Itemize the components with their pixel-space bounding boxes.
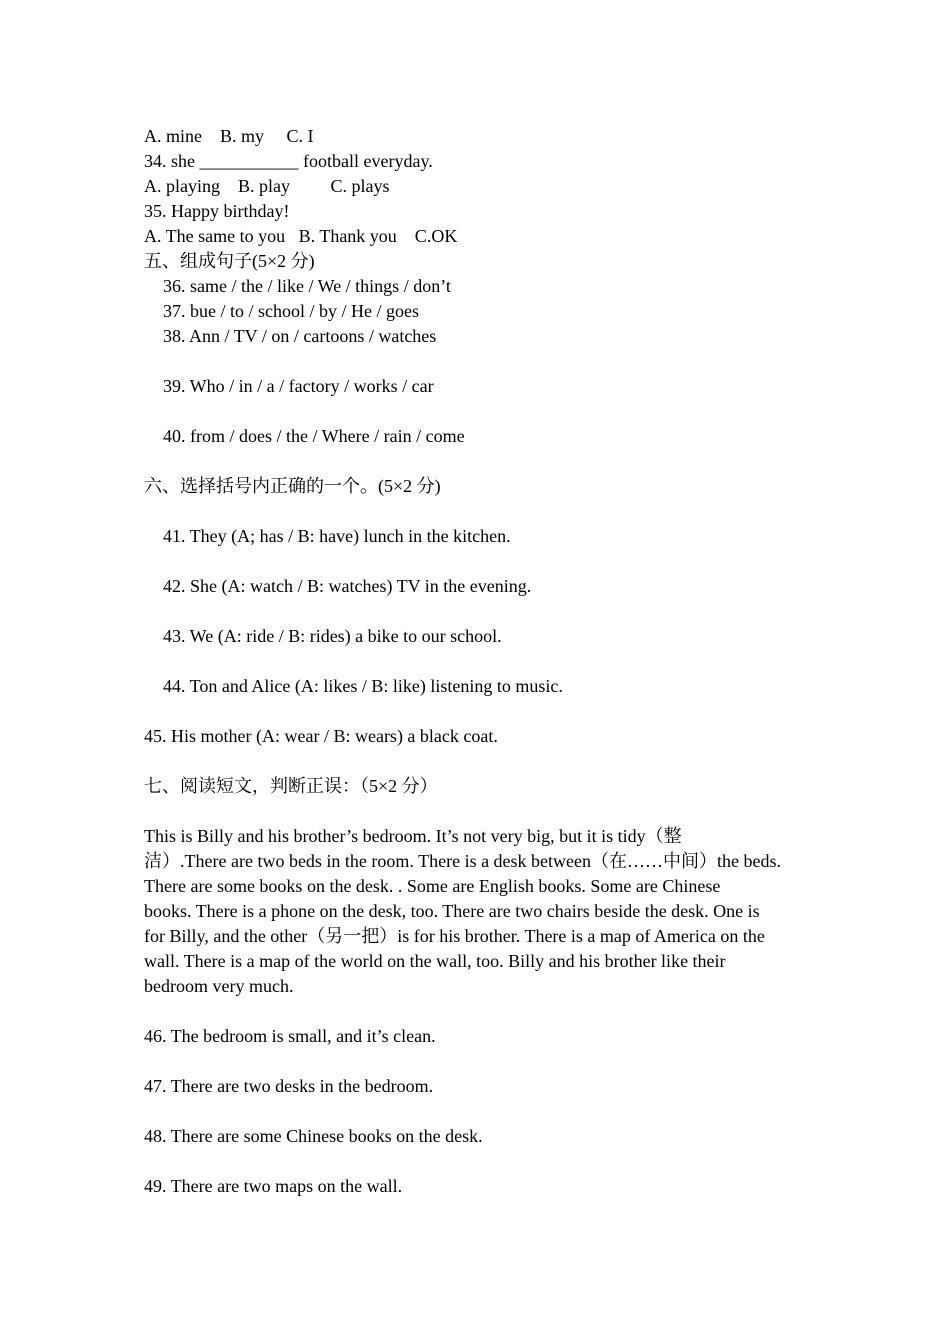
passage-line: for Billy, and the other（另一把）is for his brother. There is a map of America on the (144, 926, 765, 946)
q40-item: 40. from / does / the / Where / rain / come (163, 426, 465, 446)
q34-options: A. playing B. play C. plays (144, 176, 390, 196)
section5-heading: 五、组成句子(5×2 分) (144, 251, 315, 271)
q47-item: 47. There are two desks in the bedroom. (144, 1076, 434, 1096)
q39-item: 39. Who / in / a / factory / works / car (163, 376, 434, 396)
passage-line: 洁）.There are two beds in the room. There is a desk between（在……中间）the beds. (144, 851, 782, 871)
section7-heading: 七、阅读短文，判断正误：（5×2 分） (144, 776, 438, 796)
passage-line: bedroom very much. (144, 976, 294, 996)
q35-options: A. The same to you B. Thank you C.OK (144, 226, 458, 246)
q48-item: 48. There are some Chinese books on the desk. (144, 1126, 483, 1146)
q35-question: 35. Happy birthday! (144, 201, 290, 221)
q38-item: 38. Ann / TV / on / cartoons / watches (163, 326, 437, 346)
section6-heading: 六、选择括号内正确的一个。(5×2 分) (144, 476, 441, 496)
q42-item: 42. She (A: watch / B: watches) TV in the evening. (163, 576, 532, 596)
reading-passage (144, 824, 809, 999)
passage-line: There are some books on the desk. . Some are English books. Some are Chinese (144, 876, 721, 896)
q36-item: 36. same / the / like / We / things / don’t (163, 276, 451, 296)
q41-item: 41. They (A; has / B: have) lunch in the kitchen. (163, 526, 511, 546)
passage-line: books. There is a phone on the desk, too. There are two chairs beside the desk. One is (144, 901, 760, 921)
exam-page (144, 124, 814, 1199)
q33-options: A. mine B. my C. I (144, 126, 314, 146)
q46-item: 46. The bedroom is small, and it’s clean. (144, 1026, 436, 1046)
q45-item: 45. His mother (A: wear / B: wears) a black coat. (144, 726, 498, 746)
q37-item: 37. bue / to / school / by / He / goes (163, 301, 419, 321)
q44-item: 44. Ton and Alice (A: likes / B: like) listening to music. (163, 676, 563, 696)
passage-line: wall. There is a map of the world on the wall, too. Billy and his brother like their (144, 951, 726, 971)
q34-question: 34. she ___________ football everyday. (144, 151, 433, 171)
q49-item: 49. There are two maps on the wall. (144, 1176, 403, 1196)
q43-item: 43. We (A: ride / B: rides) a bike to our school. (163, 626, 502, 646)
passage-line: This is Billy and his brother’s bedroom. It’s not very big, but it is tidy（整 (144, 826, 682, 846)
